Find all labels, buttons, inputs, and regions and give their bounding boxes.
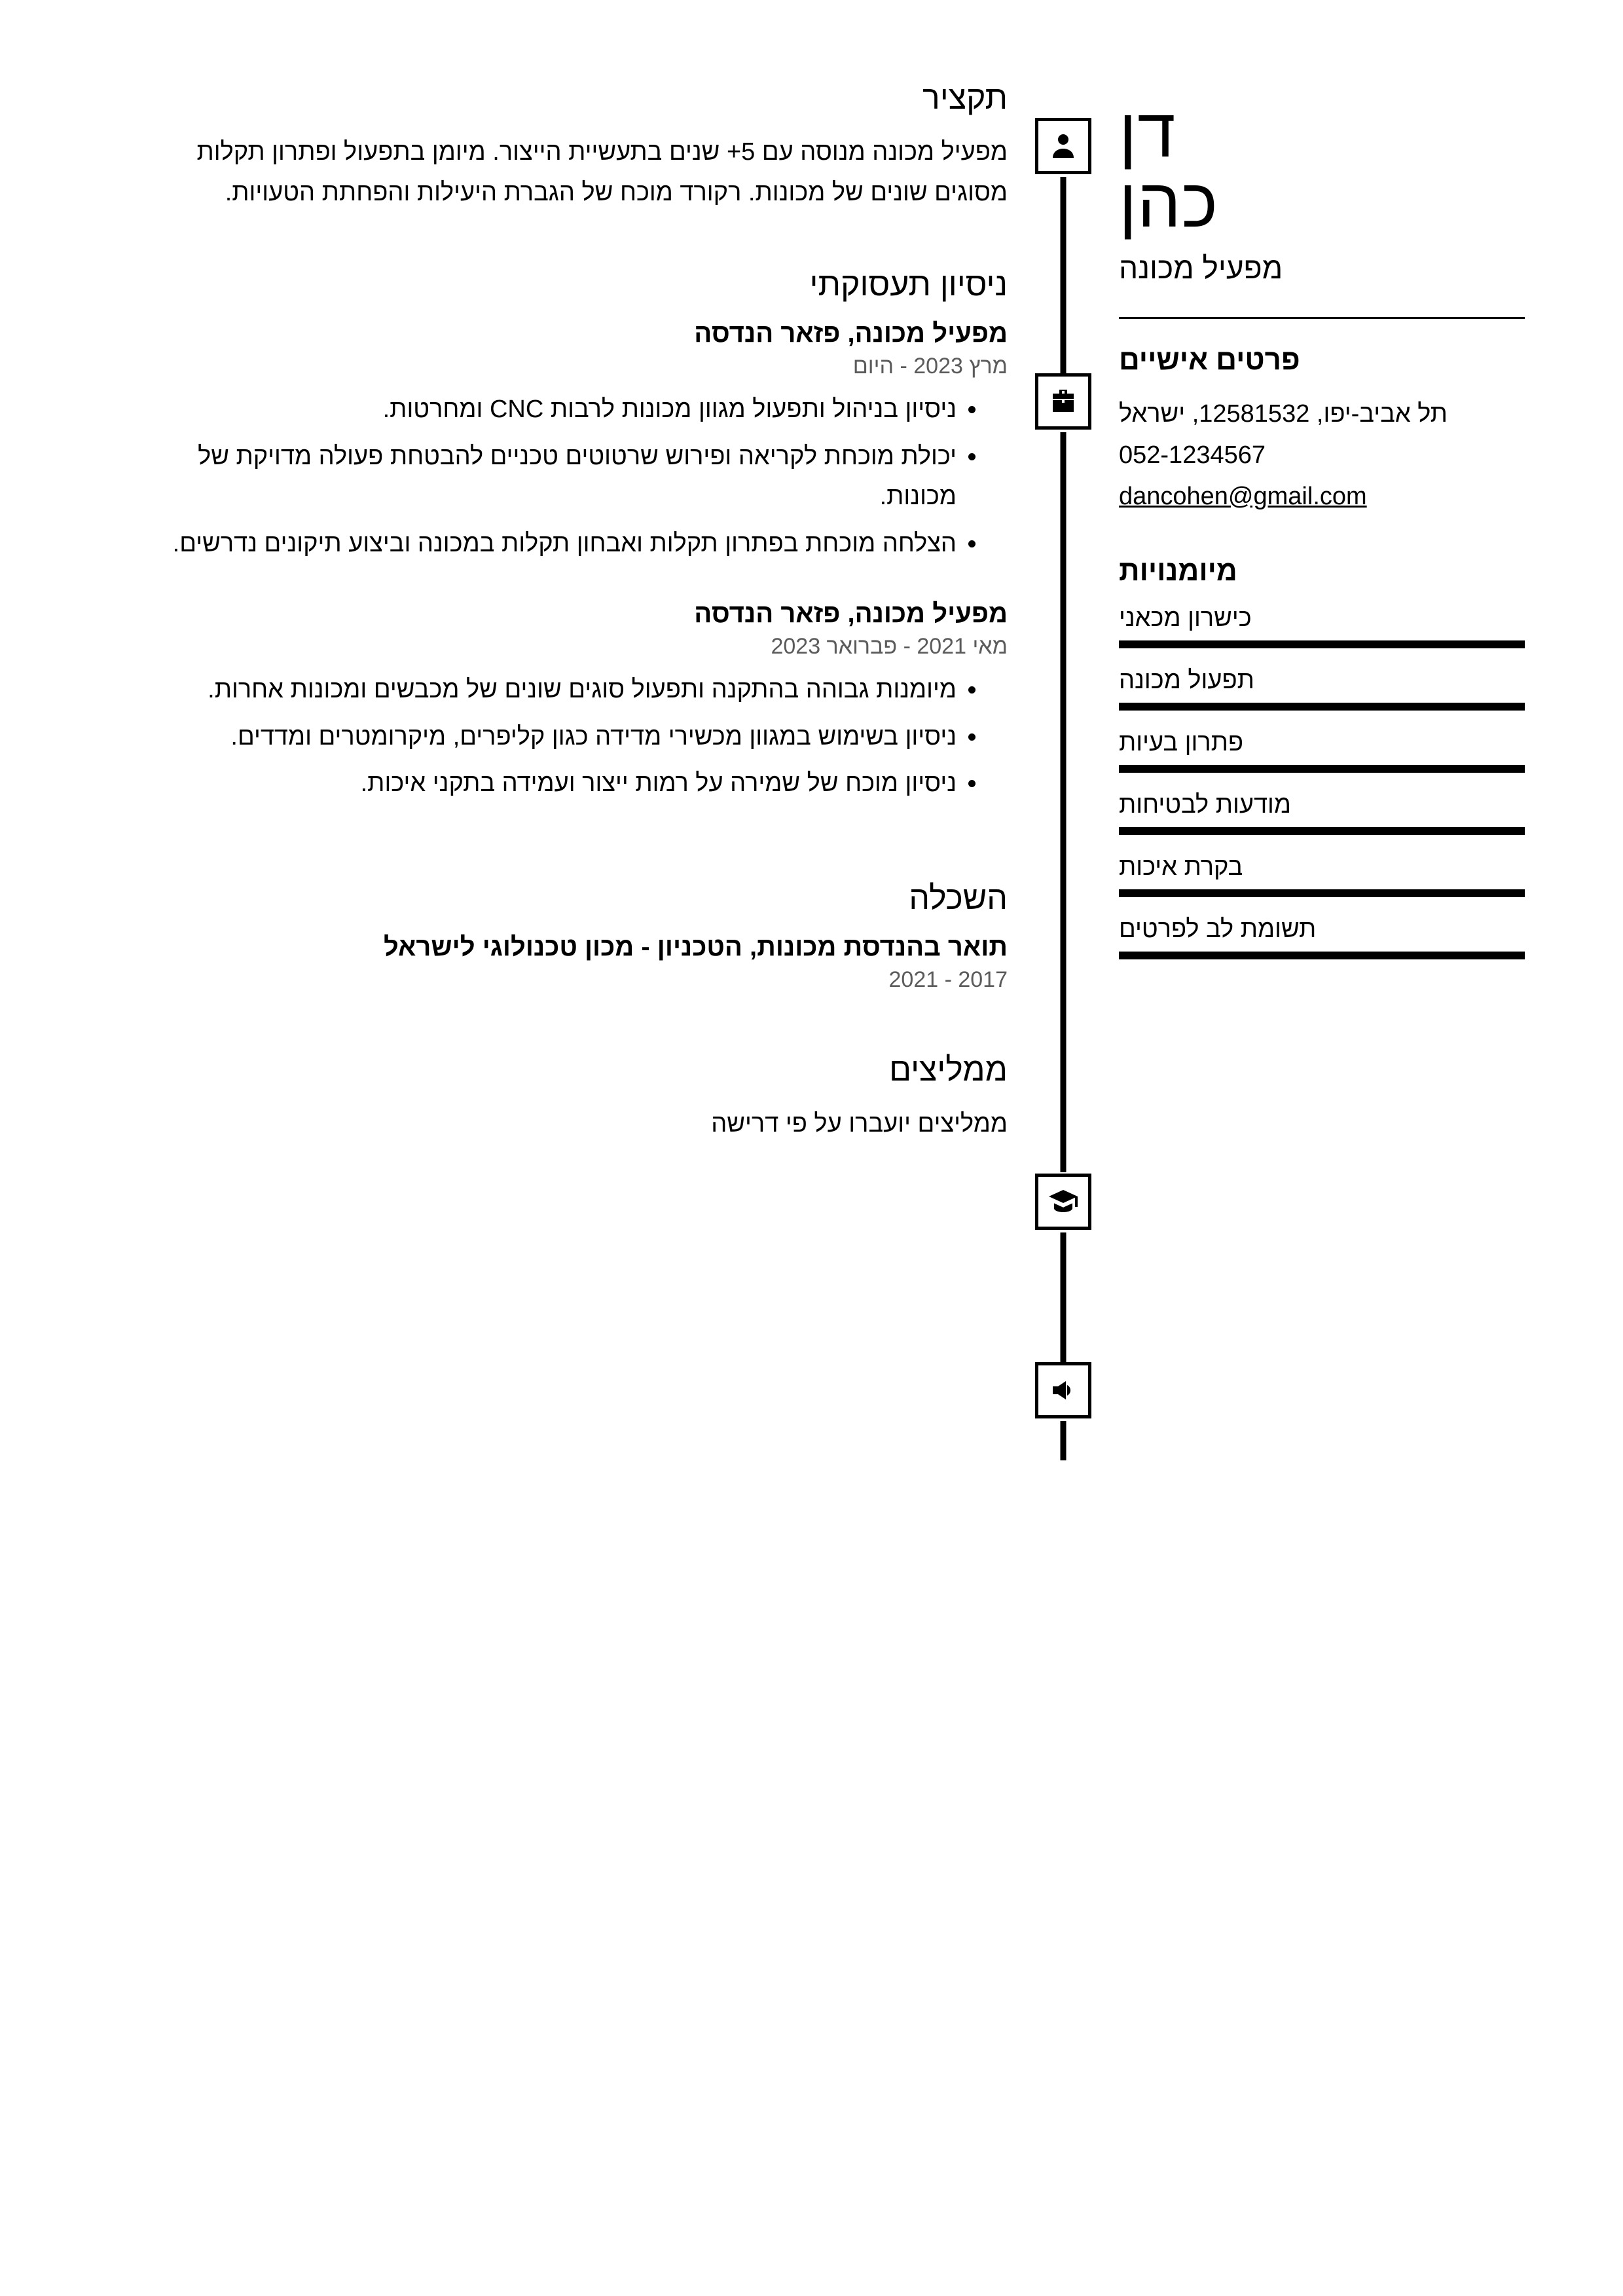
person-icon	[1035, 118, 1091, 174]
skill-item	[1119, 916, 1525, 959]
entry-bullets	[118, 670, 981, 804]
skill-bar	[1119, 827, 1525, 835]
skills-section	[1119, 555, 1525, 959]
skill-label: פתרון בעיות	[1119, 729, 1244, 757]
experience-entry	[118, 319, 1008, 564]
skill-item	[1119, 667, 1525, 711]
summary-title: תקציר	[922, 79, 1008, 116]
last-name: כהן	[1119, 165, 1218, 242]
spacer	[118, 816, 1008, 879]
skill-label: בקרת איכות	[1119, 853, 1243, 881]
entry-role: מפעיל מכונה, פזאר הנדסה	[694, 319, 1008, 348]
skill-bar	[1119, 952, 1525, 959]
entry-dates: מרץ 2023 - היום	[852, 354, 1008, 379]
skill-bar	[1119, 889, 1525, 897]
skill-label: תשומת לב לפרטים	[1119, 916, 1317, 944]
sidebar-column	[1119, 79, 1525, 2296]
first-name: דן	[1119, 95, 1176, 172]
references-section	[118, 1050, 1008, 1145]
list-item: • ניסיון בשימוש במגוון מכשירי מדידה כגון קליפרים, מיקרומטרים ומדדים.	[118, 717, 957, 758]
list-item: • ניסיון מוכח של שמירה על רמות ייצור ועמידה בתקני איכות.	[118, 764, 957, 804]
entry-bullets	[118, 390, 981, 564]
name-block	[1119, 95, 1525, 286]
list-item: • יכולת מוכחת לקריאה ופירוש שרטוטים טכניים להבטחת פעולה מדויקת של מכונות.	[118, 437, 957, 517]
entry-dates: 2017 - 2021	[888, 967, 1008, 992]
education-section	[118, 879, 1008, 993]
skill-bar	[1119, 640, 1525, 648]
entry-dates: מאי 2021 - פברואר 2023	[771, 634, 1008, 659]
timeline	[1008, 79, 1119, 2296]
skill-item	[1119, 604, 1525, 648]
list-item: • הצלחה מוכחת בפתרון תקלות ואבחון תקלות במכונה וביצוע תיקונים נדרשים.	[118, 524, 957, 565]
spacer	[118, 576, 1008, 599]
job-title: מפעיל מכונה	[1119, 251, 1283, 286]
skill-bar	[1119, 765, 1525, 773]
skill-item	[1119, 853, 1525, 897]
email-link[interactable]	[1119, 476, 1525, 517]
education-title: השכלה	[909, 879, 1008, 916]
timeline-line-education	[1061, 1232, 1067, 1363]
personal-details-title: פרטים אישיים	[1119, 344, 1300, 377]
summary-text: מפעיל מכונה מנוסה עם 5+ שנים בתעשיית הייצור. מיומן בתפעול ופתרון תקלות מסוגים שונים של מכונות. רקורד מוכח של הגברת היעילות והפחתת הטעויות.	[196, 138, 1008, 206]
timeline-line-summary	[1061, 177, 1067, 373]
spacer	[118, 1005, 1008, 1050]
timeline-column	[1008, 79, 1119, 2296]
briefcase-icon	[1035, 373, 1091, 430]
personal-details-section	[1119, 344, 1525, 517]
graduation-cap-icon	[1035, 1174, 1091, 1230]
skill-label: מודעות לבטיחות	[1119, 791, 1291, 819]
skill-bar	[1119, 703, 1525, 711]
entry-degree: תואר בהנדסת מכונות, הטכניון - מכון טכנולוגי לישראל	[384, 932, 1008, 961]
experience-section	[118, 265, 1008, 804]
references-title: ממליצים	[889, 1050, 1008, 1088]
entry-role: מפעיל מכונה, פזאר הנדסה	[694, 599, 1008, 629]
address-text: תל אביב-יפו, 12581532, ישראל	[1119, 400, 1448, 428]
main-column	[98, 79, 1008, 2296]
megaphone-icon	[1035, 1362, 1091, 1418]
skill-label: כישרון מכאני	[1119, 604, 1252, 633]
education-entry	[118, 933, 1008, 993]
skills-title: מיומנויות	[1119, 555, 1237, 587]
list-item: • ניסיון בניהול ותפעול מגוון מכונות לרבות CNC ומחרטות.	[118, 390, 957, 430]
skill-item	[1119, 791, 1525, 835]
references-text: ממליצים יועברו על פי דרישה	[711, 1109, 1008, 1138]
experience-entry	[118, 599, 1008, 804]
header-divider	[1119, 317, 1525, 319]
timeline-line-experience	[1061, 432, 1067, 1172]
phone-text: 052-1234567	[1119, 441, 1266, 469]
email-text: dancohen@gmail.com	[1119, 482, 1367, 510]
skill-label: תפעול מכונה	[1119, 667, 1254, 695]
spacer	[118, 219, 1008, 265]
list-item: • מיומנות גבוהה בהתקנה ותפעול סוגים שונים של מכבשים ומכונות אחרות.	[118, 670, 957, 711]
timeline-line-references	[1061, 1421, 1067, 1460]
experience-title: ניסיון תעסוקתי	[809, 266, 1008, 303]
summary-section	[118, 79, 1008, 213]
skill-item	[1119, 729, 1525, 773]
